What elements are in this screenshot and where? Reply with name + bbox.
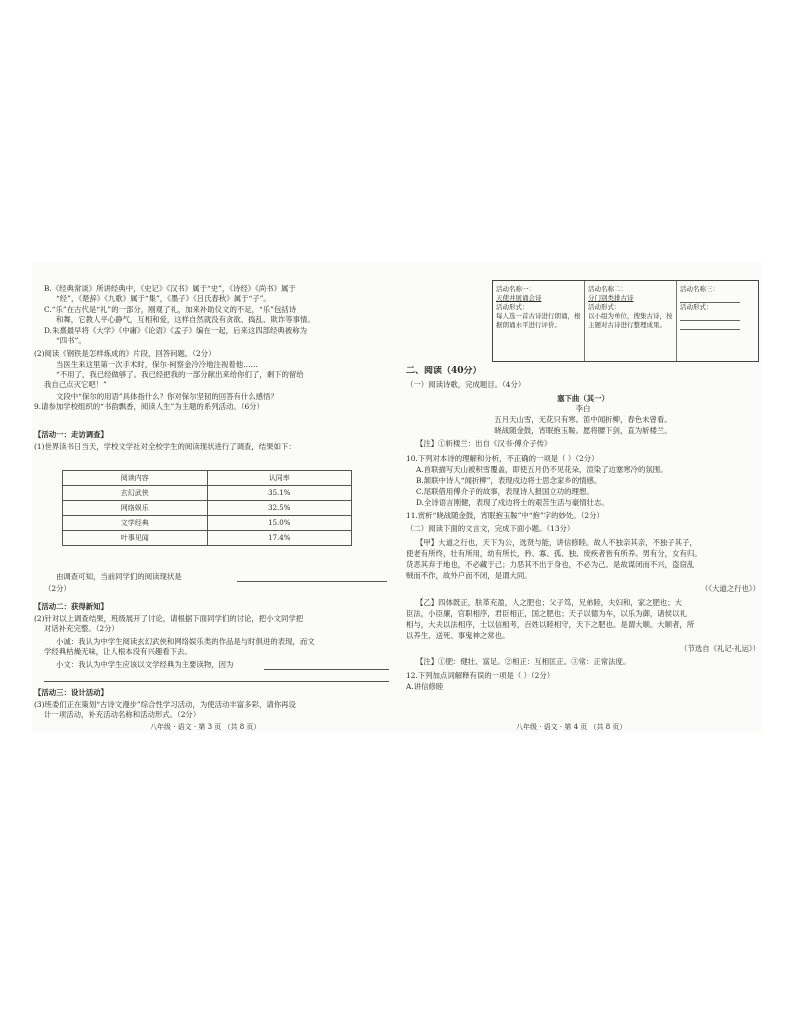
classical-text-jia: 【甲】大道之行也，天下为公，选贤与能，讲信修睦。故人不独亲其亲，不独子其子， xyxy=(416,538,697,547)
poem-author: 李白 xyxy=(575,404,591,413)
question-line: 文段中“保尔的用语”具体指什么？你对保尔坚韧的回答有什么感悟？ xyxy=(56,392,278,401)
question-10-option: B.颔联中诗人“闻折柳”，表现戍边将士思念家乡的情感。 xyxy=(416,476,602,485)
exam-sheet xyxy=(32,262,762,732)
table-cell: 网络娱乐 xyxy=(63,501,208,516)
answer-blank[interactable] xyxy=(264,668,389,670)
classical-text-jia: 使老有所终，壮有所用，幼有所长，矜、寡、孤、独、废疾者皆有所养。男有分，女有归。 xyxy=(406,549,702,558)
activity-two-title: 【活动二：获得新知】 xyxy=(34,602,108,611)
section-title: 二、阅读（40分） xyxy=(406,366,482,376)
activity-name-label: 活动名称一： xyxy=(496,285,535,293)
activity-form-text: 以小组为单位，搜集古诗，按主题对古诗进行整理成果。 xyxy=(588,312,673,329)
classical-text-yi: 相与，大夫以法相序，士以信相考，百姓以睦相守，天下之肥也。是谓大顺。大顺者，所 xyxy=(406,620,695,629)
page-footer: 八年级 · 语文 · 第 3 页 （共 8 页） xyxy=(150,723,261,731)
points-label: （2分） xyxy=(44,584,71,593)
activity-name-value: 天使并展诵会诗 xyxy=(496,294,542,302)
activity-name-blank[interactable] xyxy=(680,294,740,303)
activity-two-line: (2)针对以上调查结果，班级展开了讨论，请根据下面同学们的讨论，把小文同学把 xyxy=(34,614,304,623)
question-line: D.朱熹最早将《大学》《中庸》《论语》《孟子》编在一起，后来这四部经典被称为 xyxy=(44,326,307,335)
table-row xyxy=(63,501,352,516)
part-intro: （二）阅读下面的文言文，完成下面小题。（13分） xyxy=(406,524,575,533)
activity-cell-three xyxy=(677,281,758,361)
activity-form-label: 活动形式： xyxy=(588,303,621,311)
question-12-stem: 12.下列加点词解释有误的一项是（ ）（2分） xyxy=(406,671,555,680)
dialogue-line: 学经典枯燥无味，让人根本没有兴趣看下去。 xyxy=(44,647,192,656)
text-note: 【注】①肥：健壮、富足。②相正：互相匡正。③常：正常法度。 xyxy=(416,657,631,666)
text-source: （节选自《礼记·礼运》） xyxy=(680,644,760,653)
survey-table xyxy=(62,470,352,546)
dialogue-line: 小文：我认为中学生应该以文学经典为主要读物，因为 xyxy=(56,660,234,669)
poem-line: 五月天山雪，无花只有寒。笛中闻折柳，春色未曾看。 xyxy=(494,415,672,424)
text-source: （《大道之行也》） xyxy=(700,584,760,593)
question-line: “经”，《楚辞》《九歌》属于“集”，《墨子》《吕氏春秋》属于“子”。 xyxy=(56,294,271,303)
table-header-cell: 认同率 xyxy=(207,471,352,486)
question-line: B.《经典常谈》所讲经典中，《史记》《汉书》属于“史”，《诗经》《尚书》属于 xyxy=(44,284,296,293)
question-line: C.“乐”在古代是“礼”的一部分，刚观了礼，加来补助仪文的不足，“乐”包括诗 xyxy=(44,305,297,314)
question-line: 9.请参加学校组织的“书韵飘香，阅读人生”为主题的系列活动。（6分） xyxy=(34,402,264,411)
right-page xyxy=(404,262,762,732)
excerpt-line: “不用了，我已经做够了。我已经把我的一部分献出来给你们了，剩下的留给 xyxy=(56,370,304,379)
dialogue-line: 小诚：我认为中学生阅读玄幻武侠和网络娱乐类的作品是与时俱进的表现，而文 xyxy=(56,637,315,646)
table-cell: 35.1% xyxy=(207,486,352,501)
poem-title: 塞下曲（其一） xyxy=(557,394,609,403)
activity-one-title: 【活动一：走访调查】 xyxy=(34,430,108,439)
table-cell: 17.4% xyxy=(207,531,352,546)
activity-cell-two xyxy=(585,281,677,361)
excerpt-line: 当医生来这里第一次手术时，保尔·柯察金冷冷地注视着他…… xyxy=(56,360,258,369)
page-footer: 八年级 · 语文 · 第 4 页 （共 8 页） xyxy=(516,723,627,731)
answer-blank[interactable] xyxy=(237,580,387,582)
table-row xyxy=(63,531,352,546)
question-10-option: D.全诗语言刚健，表现了戍边将士的艰苦生活与豪情壮志。 xyxy=(416,498,609,507)
left-page xyxy=(32,262,394,732)
activity-name-label: 活动名称二： xyxy=(588,285,627,293)
excerpt-line: 我自己点灭它吧！” xyxy=(44,380,107,389)
activity-design-table xyxy=(492,280,759,362)
part-intro: （一）阅读诗歌，完成题目。（4分） xyxy=(406,380,526,389)
classical-text-yi: 【乙】四体既正，肤革充盈，人之肥也；父子笃，兄弟睦，夫妇和，家之肥也；大 xyxy=(416,598,683,607)
poem-note: 【注】①斩楼兰：出自《汉书·傅介子传》 xyxy=(416,439,552,448)
table-cell: 15.0% xyxy=(207,516,352,531)
poem-line: 晓战随金鼓，宵眠抱玉鞍。愿将腰下剑，直为斩楼兰。 xyxy=(494,426,672,435)
activity-name-value: 分门别类排古诗 xyxy=(588,294,634,302)
question-12-option: A.讲信修睦 xyxy=(406,682,444,691)
activity-three-line: (3)班委们正在策划“古诗文漫步”综合性学习活动，为使活动丰富多彩，请你再设 xyxy=(34,700,296,709)
activity-form-text: 每人选一首古诗进行朗诵，根据朗诵水平进行评价。 xyxy=(496,312,581,329)
question-11: 11.赏析“晓战随金鼓，宵眠抱玉鞍”中“抱”字的妙处。（2分） xyxy=(406,511,604,520)
table-row xyxy=(63,486,352,501)
activity-form-label: 活动形式： xyxy=(496,303,529,311)
activity-form-blank[interactable] xyxy=(680,312,740,321)
table-cell: 玄幻武侠 xyxy=(63,486,208,501)
answer-blank[interactable] xyxy=(44,680,389,682)
activity-one-intro: (1)世界读书日当天，学校文学社对全校学生的阅读现状进行了调查，结果如下： xyxy=(34,442,296,451)
table-header-cell: 阅读内容 xyxy=(63,471,208,486)
question-10-option: A.首联描写天山被积雪覆盖，即使五月仍不见花朵，渲染了边塞寒冷的氛围。 xyxy=(416,465,668,474)
classical-text-jia: 贼而不作，故外户而不闭，是谓大同。 xyxy=(406,571,532,580)
question-line: 和舞，它教人平心静气，互相和爱，这样自然就没有贪欲、捣乱、欺诈等事情。 xyxy=(56,315,315,324)
question-10-stem: 10.下列对本诗的理解和分析，不正确的一项是（ ）（2分） xyxy=(406,454,599,463)
activity-three-line: 计一项活动，补充活动名称和活动形式。（2分） xyxy=(44,710,201,719)
survey-question: 由调查可知，当前同学们的阅读现状是 xyxy=(56,572,182,581)
activity-three-title: 【活动三：设计活动】 xyxy=(34,688,108,697)
activity-cell-one xyxy=(493,281,585,361)
table-cell: 文学经典 xyxy=(63,516,208,531)
activity-name-label: 活动名称三： xyxy=(680,285,719,293)
question-line: “四书”。 xyxy=(56,336,86,345)
table-cell: 叶事见闻 xyxy=(63,531,208,546)
activity-two-line: 对话补充完整。（2分） xyxy=(44,624,119,633)
classical-text-yi: 臣法，小臣廉，官职相序，君臣相正，国之肥也；天子以德为车，以乐为御，诸侯以礼 xyxy=(406,609,687,618)
activity-form-label: 活动形式： xyxy=(680,303,713,311)
table-header-row xyxy=(63,471,352,486)
table-cell: 32.5% xyxy=(207,501,352,516)
question-10-option: C.尾联借用傅介子的故事，表现诗人报国立功的理想。 xyxy=(416,487,594,496)
table-row xyxy=(63,516,352,531)
classical-text-yi: 以养生、送死、事鬼神之常也。 xyxy=(406,631,510,640)
activity-form-blank[interactable] xyxy=(680,321,740,330)
question-line: (2)阅读《钢铁是怎样炼成的》片段，回答问题。（2分） xyxy=(34,349,216,358)
classical-text-jia: 货恶其弃于地也，不必藏于己；力恶其不出于身也，不必为己。是故谋闭而不兴，盗窃乱 xyxy=(406,560,695,569)
